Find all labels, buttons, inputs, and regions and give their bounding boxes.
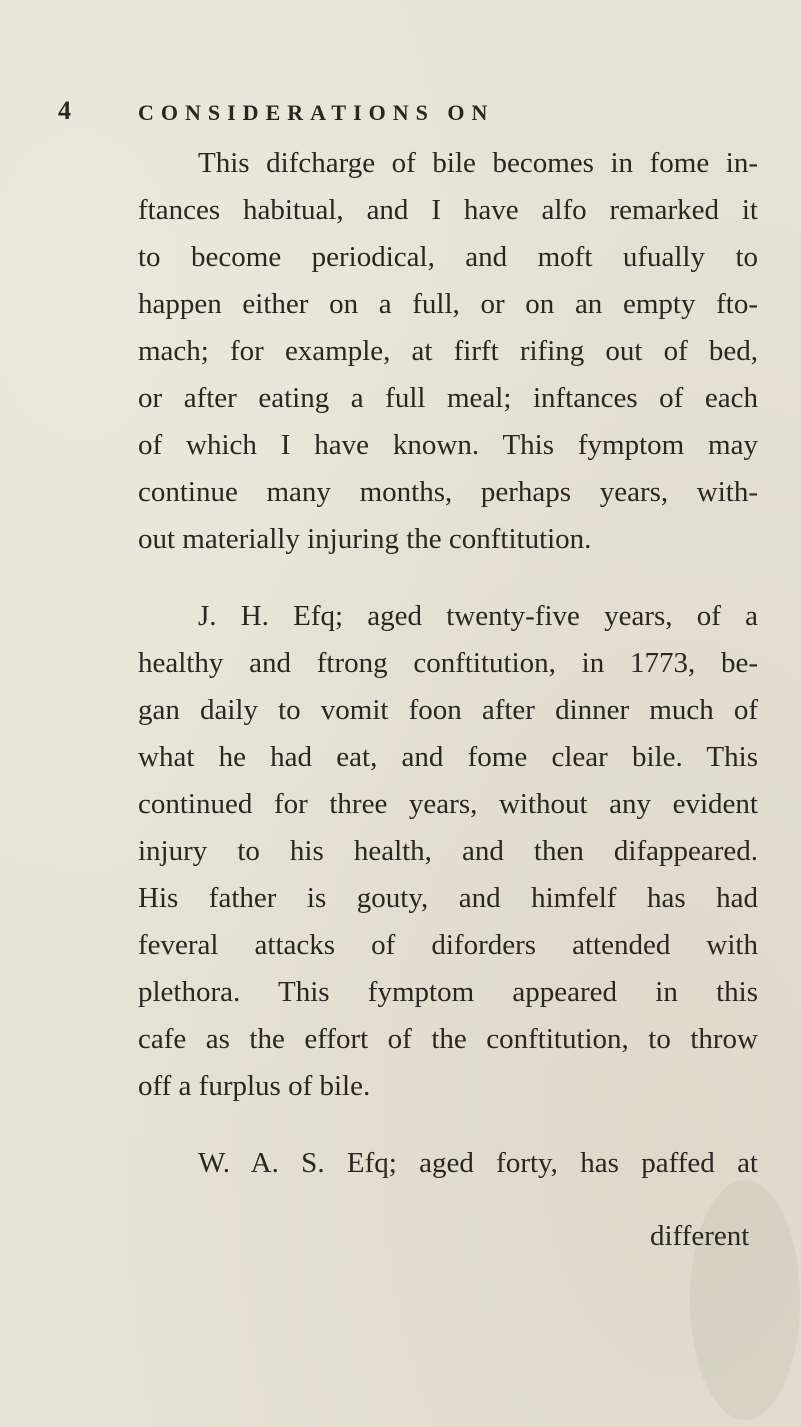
text-line: ftances habitual, and I have alfo remarked it [138,194,758,226]
page-number: 4 [58,96,71,125]
text-line: feveral attacks of diforders attended with [138,929,758,961]
text-line: mach; for example, at firft rifing out of bed, [138,335,758,367]
text-line: to become periodical, and moft ufually to [138,241,758,273]
text-line: out materially injuring the conftitution. [138,523,592,555]
text-line: happen either on a full, or on an empty fto- [138,288,758,320]
catchword: different [650,1220,750,1252]
text-line: His father is gouty, and himfelf has had [138,882,758,914]
text-line: W. A. S. Efq; aged forty, has paffed at [198,1147,758,1179]
text-line: off a furplus of bile. [138,1070,371,1102]
text-line: This difcharge of bile becomes in fome in- [198,147,758,179]
text-line: continued for three years, without any evident [138,788,758,820]
paragraph-3 [138,1140,758,1187]
text-line: cafe as the effort of the conftitution, to throw [138,1023,758,1055]
running-title: CONSIDERATIONS ON [138,100,495,125]
text-line: plethora. This fymptom appeared in this [138,976,758,1008]
text-line: of which I have known. This fymptom may [138,429,758,461]
paper-stain [690,1180,800,1420]
paragraph-2 [138,593,758,1110]
text-line: what he had eat, and fome clear bile. This [138,741,758,773]
text-line: healthy and ftrong conftitution, in 1773, be- [138,647,758,679]
text-line: J. H. Efq; aged twenty-five years, of a [198,600,758,632]
text-line: or after eating a full meal; inftances of each [138,382,758,414]
text-line: gan daily to vomit foon after dinner much of [138,694,758,726]
text-line: continue many months, perhaps years, with- [138,476,758,508]
text-line: injury to his health, and then difappeared. [138,835,758,867]
body-text [138,140,758,1187]
paragraph-1 [138,140,758,563]
